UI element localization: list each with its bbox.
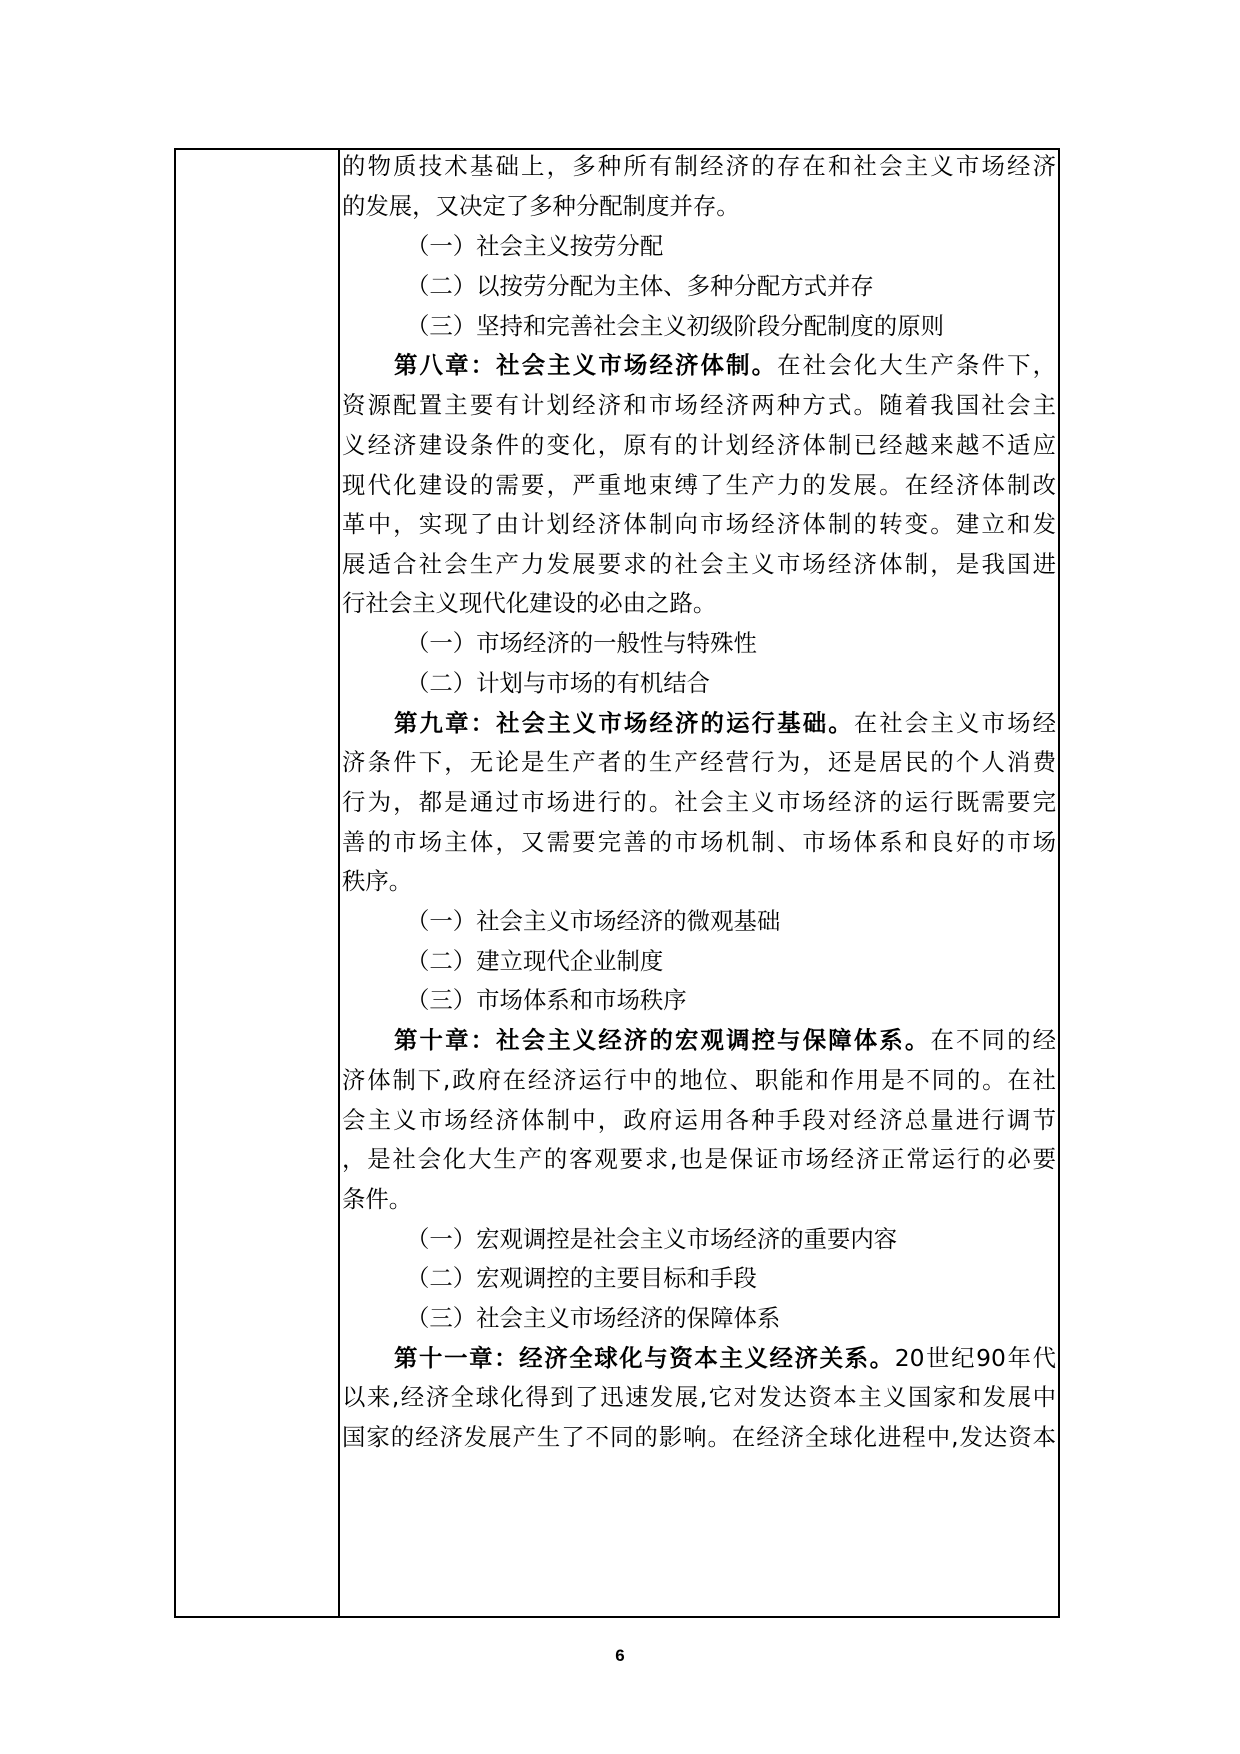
content-cell — [342, 150, 1056, 1616]
text-line: 展适合社会生产力发展要求的社会主义市场经济体制，是我国进 — [342, 550, 1056, 578]
list-item: （三）坚持和完善社会主义初级阶段分配制度的原则 — [406, 312, 944, 340]
chapter-title: 第十一章：经济全球化与资本主义经济关系。 — [394, 1344, 895, 1372]
text-line: 的发展，又决定了多种分配制度并存。 — [342, 192, 740, 220]
list-item: （一）宏观调控是社会主义市场经济的重要内容 — [406, 1225, 898, 1253]
list-item: （三）市场体系和市场秩序 — [406, 986, 687, 1014]
chapter-title: 第九章：社会主义市场经济的运行基础。 — [394, 709, 854, 737]
list-item: （三）社会主义市场经济的保障体系 — [406, 1304, 781, 1332]
text-line: 济体制下,政府在经济运行中的地位、职能和作用是不同的。在社 — [342, 1066, 1056, 1094]
text-line: 济条件下，无论是生产者的生产经营行为，还是居民的个人消费 — [342, 748, 1056, 776]
chapter-heading-line: 第十章：社会主义经济的宏观调控与保障体系。在不同的经 — [394, 1026, 1056, 1054]
chapter-heading-line: 第八章：社会主义市场经济体制。在社会化大生产条件下， — [394, 351, 1056, 379]
text-line: 善的市场主体，又需要完善的市场机制、市场体系和良好的市场 — [342, 828, 1056, 856]
document-table — [174, 148, 1060, 1618]
text-line: 的物质技术基础上，多种所有制经济的存在和社会主义市场经济 — [342, 152, 1056, 180]
chapter-title: 第十章：社会主义经济的宏观调控与保障体系。 — [394, 1026, 931, 1054]
page-number: 6 — [615, 1646, 625, 1665]
column-divider — [338, 150, 340, 1616]
list-item: （二）宏观调控的主要目标和手段 — [406, 1264, 757, 1292]
text-line: 会主义市场经济体制中，政府运用各种手段对经济总量进行调节 — [342, 1106, 1056, 1134]
list-item: （二）以按劳分配为主体、多种分配方式并存 — [406, 272, 874, 300]
text-line: 义经济建设条件的变化，原有的计划经济体制已经越来越不适应 — [342, 431, 1056, 459]
chapter-title: 第八章：社会主义市场经济体制。 — [394, 351, 778, 379]
text-line: 现代化建设的需要，严重地束缚了生产力的发展。在经济体制改 — [342, 471, 1056, 499]
text-line: ，是社会化大生产的客观要求,也是保证市场经济正常运行的必要 — [342, 1145, 1056, 1173]
text-line: 国家的经济发展产生了不同的影响。在经济全球化进程中,发达资本 — [342, 1423, 1056, 1451]
list-item: （一）社会主义市场经济的微观基础 — [406, 907, 781, 935]
text-line: 条件。 — [342, 1185, 413, 1213]
text-line: 秩序。 — [342, 867, 413, 895]
text-line: 革中，实现了由计划经济体制向市场经济体制的转变。建立和发 — [342, 510, 1056, 538]
list-item: （一）市场经济的一般性与特殊性 — [406, 629, 757, 657]
list-item: （二）计划与市场的有机结合 — [406, 669, 711, 697]
text-line: 以来,经济全球化得到了迅速发展,它对发达资本主义国家和发展中 — [342, 1383, 1056, 1411]
text-line: 行为，都是通过市场进行的。社会主义市场经济的运行既需要完 — [342, 788, 1056, 816]
list-item: （二）建立现代企业制度 — [406, 947, 664, 975]
text-line: 资源配置主要有计划经济和市场经济两种方式。随着我国社会主 — [342, 391, 1056, 419]
chapter-heading-line: 第十一章：经济全球化与资本主义经济关系。20世纪90年代 — [394, 1344, 1056, 1372]
text-line: 行社会主义现代化建设的必由之路。 — [342, 589, 717, 617]
list-item: （一）社会主义按劳分配 — [406, 232, 664, 260]
chapter-heading-line: 第九章：社会主义市场经济的运行基础。在社会主义市场经 — [394, 709, 1056, 737]
